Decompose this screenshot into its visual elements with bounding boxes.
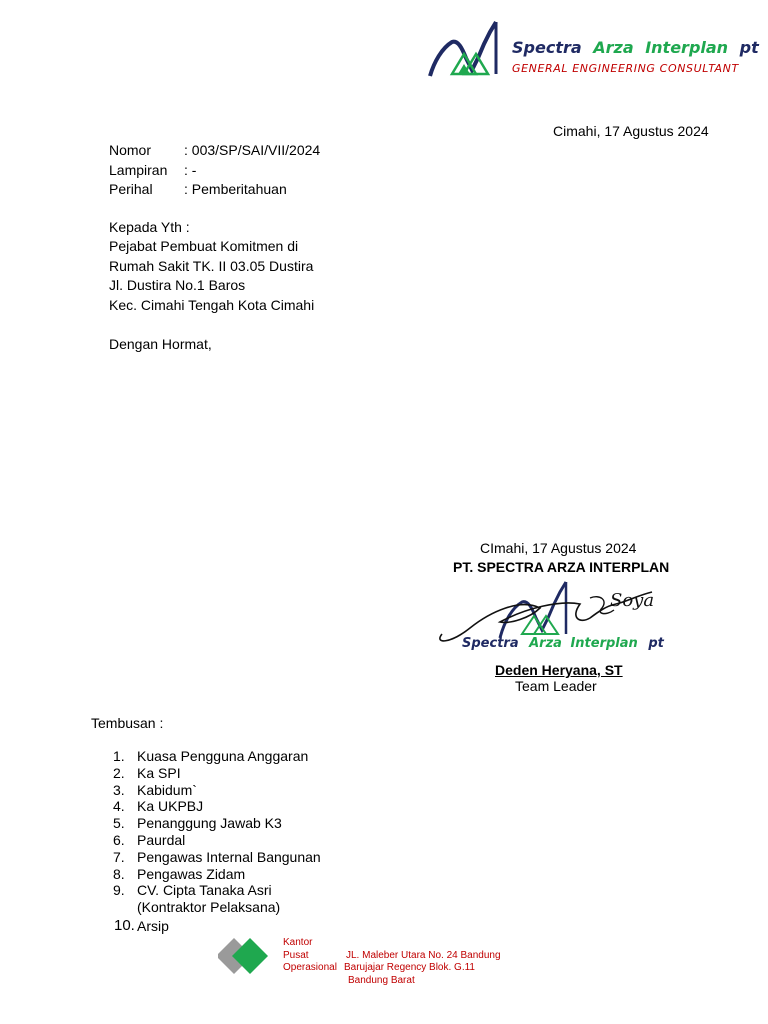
list-text: Ka SPI [137,764,181,781]
list-text: Pengawas Zidam [137,865,246,882]
list-item [110,882,321,899]
footer-address-3: Bandung Barat [348,975,415,986]
list-text: Arsip [137,917,169,934]
logo-mark-icon [428,18,508,80]
stamp-spectra: Spectra [462,636,519,651]
signature-handwriting: Soya [610,590,655,611]
list-item [110,798,321,815]
footer-address-1: JL. Maleber Utara No. 24 Bandung [346,950,501,961]
list-item [110,748,321,765]
list-text: Kuasa Pengguna Anggaran [137,748,309,764]
list-number: 4. [113,798,125,815]
list-item [110,832,321,849]
company-name [512,38,759,57]
company-name-interplan: Interplan [645,38,729,57]
list-item [110,918,321,935]
signatory-title: Team Leader [515,678,597,694]
signature-company: PT. SPECTRA ARZA INTERPLAN [453,559,670,575]
signatory-name: Deden Heryana, ST [495,662,623,678]
list-text: Penanggung Jawab K3 [137,815,282,832]
footer-office-line: Kantor [283,937,313,948]
list-text: Paurdal [137,831,186,848]
stamp-pt: pt [648,636,664,651]
recipient-line: Rumah Sakit TK. II 03.05 Dustira [109,258,314,274]
list-number: 8. [113,865,125,882]
recipient-line: Pejabat Pembuat Komitmen di [109,238,299,254]
list-item-continuation [110,899,321,916]
list-number: 2. [113,764,125,781]
list-item [110,765,321,782]
footer-address-2: Barujajar Regency Blok. G.11 [344,962,475,973]
list-text: Ka UKPBJ [137,798,204,815]
recipient-line: Kec. Cimahi Tengah Kota Cimahi [109,297,315,313]
company-stamp [430,578,664,658]
list-number: 5. [113,815,125,832]
list-text: Pengawas Internal Bangunan [137,848,321,865]
meta-label: Nomor [109,142,152,158]
footer-office-line: Operasional [283,962,337,973]
list-item [110,849,321,866]
company-subtitle: GENERAL ENGINEERING CONSULTANT [512,62,739,75]
diamond-logo-icon [218,936,272,976]
list-text: CV. Cipta Tanaka Asri [137,882,272,899]
footer-office-line: Pusat [283,949,309,961]
list-text: (Kontraktor Pelaksana) [137,899,281,916]
meta-value: : - [184,162,197,178]
stamp-arza: Arza [529,636,562,651]
meta-label: Perihal [109,181,153,197]
greeting: Dengan Hormat, [109,336,212,352]
stamp-company-name [462,636,664,651]
company-name-arza: Arza [593,38,634,57]
list-number: 7. [113,848,125,865]
list-item [110,782,321,799]
company-name-pt: pt [739,38,759,57]
cc-list [110,748,321,935]
list-text: Kabidum` [137,781,197,798]
list-number: 9. [113,882,125,899]
list-number: 3. [113,781,125,798]
list-number: 6. [113,831,125,848]
company-name-spectra: Spectra [512,38,582,57]
recipient-heading: Kepada Yth : [109,219,190,235]
signature-date: CImahi, 17 Agustus 2024 [480,540,637,556]
company-logo [428,18,508,80]
stamp-interplan: Interplan [570,636,638,651]
meta-value: : 003/SP/SAI/VII/2024 [184,142,321,158]
list-number: 1. [113,748,125,764]
footer-logo [218,936,272,976]
list-item [110,815,321,832]
list-item [110,866,321,883]
list-number: 10. [114,916,135,934]
meta-value: : Pemberitahuan [184,181,287,197]
cc-label: Tembusan : [91,715,164,731]
recipient-line: Jl. Dustira No.1 Baros [109,277,246,293]
meta-label: Lampiran [109,162,168,178]
footer-office-label [283,937,337,975]
letter-date: Cimahi, 17 Agustus 2024 [553,123,709,139]
